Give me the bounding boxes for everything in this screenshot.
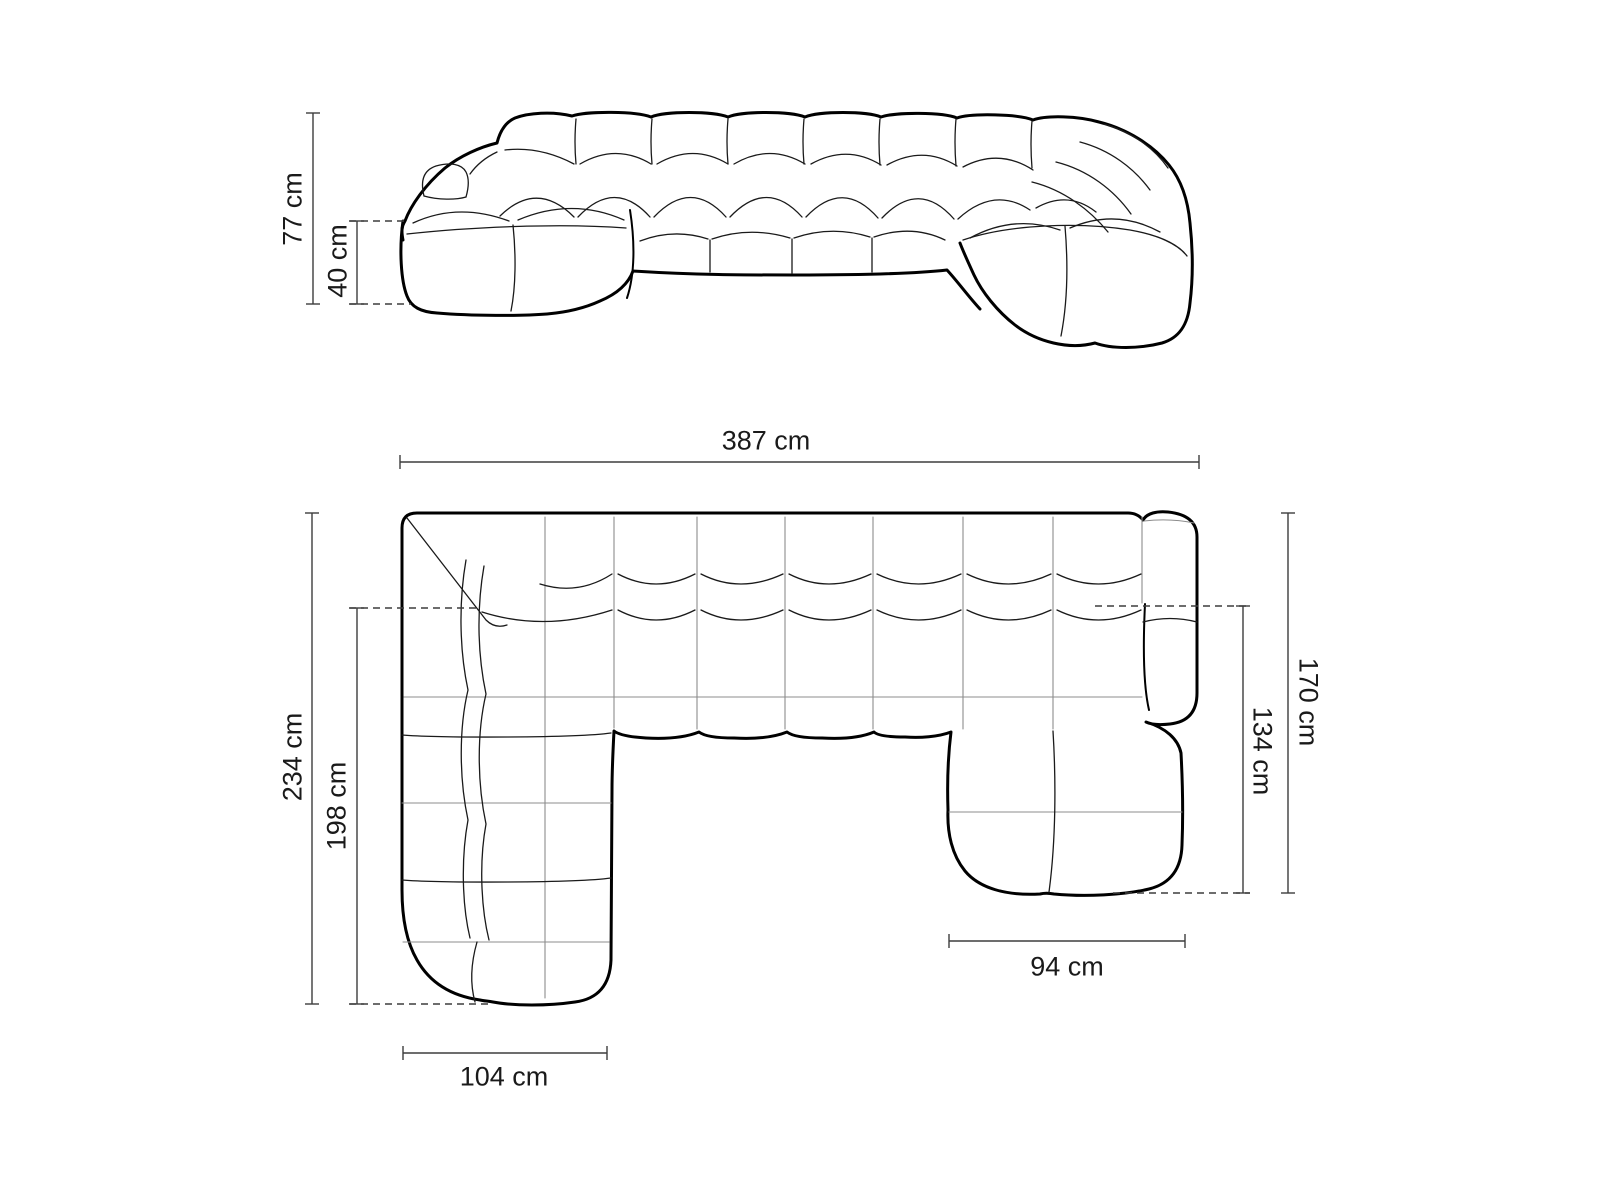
dimension-label-left-chaise-width: 104 cm — [459, 1061, 549, 1092]
dimension-label-left-depth: 234 cm — [277, 712, 308, 802]
dimension-label-seat-height: 40 cm — [322, 224, 353, 298]
front-view-drawing — [401, 112, 1192, 347]
dimension-label-total-height: 77 cm — [277, 172, 308, 246]
dimension-label-right-depth: 170 cm — [1293, 657, 1324, 747]
dimension-lines — [305, 113, 1295, 1060]
dimension-label-right-inner-depth: 134 cm — [1247, 706, 1278, 796]
dimension-label-left-inner-depth: 198 cm — [321, 761, 352, 851]
top-view-drawing — [402, 512, 1197, 1005]
dimension-label-right-chaise-width: 94 cm — [1030, 951, 1104, 982]
dimension-label-total-width: 387 cm — [721, 425, 811, 456]
